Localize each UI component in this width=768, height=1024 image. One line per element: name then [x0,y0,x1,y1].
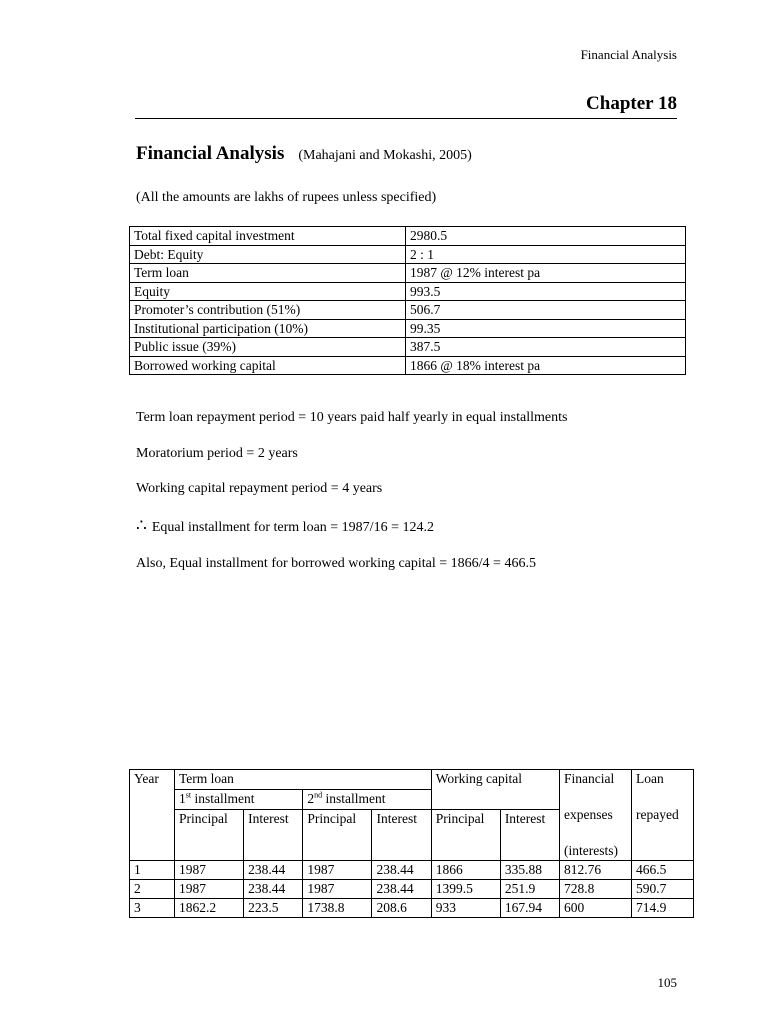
table-row [130,282,686,301]
cell: 335.88 [500,861,559,880]
cell: 812.76 [560,861,632,880]
cell: 167.94 [500,899,559,918]
header-interest: Interest [244,810,303,861]
therefore-symbol: ∴ [136,516,146,535]
header-working-capital: Working capital [431,770,559,810]
table-row [130,880,694,899]
row-value: 506.7 [406,301,686,320]
term-loan-installment-formula: Equal installment for term loan = 1987/16 = 124.2 [151,520,434,535]
row-label: Public issue (39%) [130,338,406,357]
header-financial-line: Financial [564,771,615,786]
cell: 714.9 [632,899,694,918]
cell: 238.44 [244,880,303,899]
row-label: Total fixed capital investment [130,227,406,246]
cell: 590.7 [632,880,694,899]
cell: 1 [130,861,175,880]
cell: 238.44 [372,861,431,880]
cell: 1987 [303,861,372,880]
cell: 2 [130,880,175,899]
cell: 933 [431,899,500,918]
header-second-installment: 2nd installment [303,790,431,810]
section-heading [136,143,472,165]
cell: 223.5 [244,899,303,918]
header-loan-line: Loan [636,771,664,786]
header-interest: Interest [372,810,431,861]
header-loan-repayed [632,770,694,861]
table-row [130,338,686,357]
cell: 1866 [431,861,500,880]
table-row [130,319,686,338]
term-loan-installment-text [136,516,434,536]
row-value: 2980.5 [406,227,686,246]
table-row [130,245,686,264]
cell: 251.9 [500,880,559,899]
header-financial-expenses [560,770,632,861]
header-principal: Principal [431,810,500,861]
header-principal: Principal [303,810,372,861]
cell: 1738.8 [303,899,372,918]
cell: 1987 [175,880,244,899]
cell: 1987 [303,880,372,899]
cell: 1987 [175,861,244,880]
header-year: Year [130,770,175,861]
section-title: Financial Analysis [136,143,285,164]
header-rule [135,118,677,119]
financial-expenses-table [129,769,694,918]
page-number: 105 [657,975,677,990]
row-label: Debt: Equity [130,245,406,264]
table-row [130,264,686,283]
header-repayed-line: repayed [636,807,679,822]
table-row [130,301,686,320]
row-value: 1987 @ 12% interest pa [406,264,686,283]
table-row [130,356,686,375]
row-label: Promoter’s contribution (51%) [130,301,406,320]
running-header: Financial Analysis [580,47,677,62]
cell: 3 [130,899,175,918]
section-citation: (Mahajani and Mokashi, 2005) [298,148,472,163]
cell: 600 [560,899,632,918]
table-row [130,227,686,246]
repayment-period-text: Term loan repayment period = 10 years paid half yearly in equal installments [136,410,568,425]
moratorium-text: Moratorium period = 2 years [136,446,298,461]
header-interests-line: (interests) [564,843,619,858]
working-capital-installment-text: Also, Equal installment for borrowed working capital = 1866/4 = 466.5 [136,556,536,571]
cell: 1399.5 [431,880,500,899]
row-label: Equity [130,282,406,301]
cell: 238.44 [244,861,303,880]
working-capital-period-text: Working capital repayment period = 4 years [136,481,383,496]
header-expenses-line: expenses [564,807,613,822]
summary-table [129,226,686,375]
row-value: 2 : 1 [406,245,686,264]
header-interest: Interest [500,810,559,861]
cell: 728.8 [560,880,632,899]
header-first-installment: 1st installment [175,790,303,810]
chapter-title: Chapter 18 [586,93,677,114]
cell: 238.44 [372,880,431,899]
table-row [130,899,694,918]
table-row [130,861,694,880]
cell: 1862.2 [175,899,244,918]
row-label: Institutional participation (10%) [130,319,406,338]
row-label: Term loan [130,264,406,283]
row-value: 1866 @ 18% interest pa [406,356,686,375]
units-note: (All the amounts are lakhs of rupees unless specified) [136,190,437,205]
row-value: 387.5 [406,338,686,357]
cell: 466.5 [632,861,694,880]
table-header-row [130,770,694,790]
cell: 208.6 [372,899,431,918]
row-label: Borrowed working capital [130,356,406,375]
header-principal: Principal [175,810,244,861]
row-value: 993.5 [406,282,686,301]
header-term-loan: Term loan [175,770,432,790]
row-value: 99.35 [406,319,686,338]
